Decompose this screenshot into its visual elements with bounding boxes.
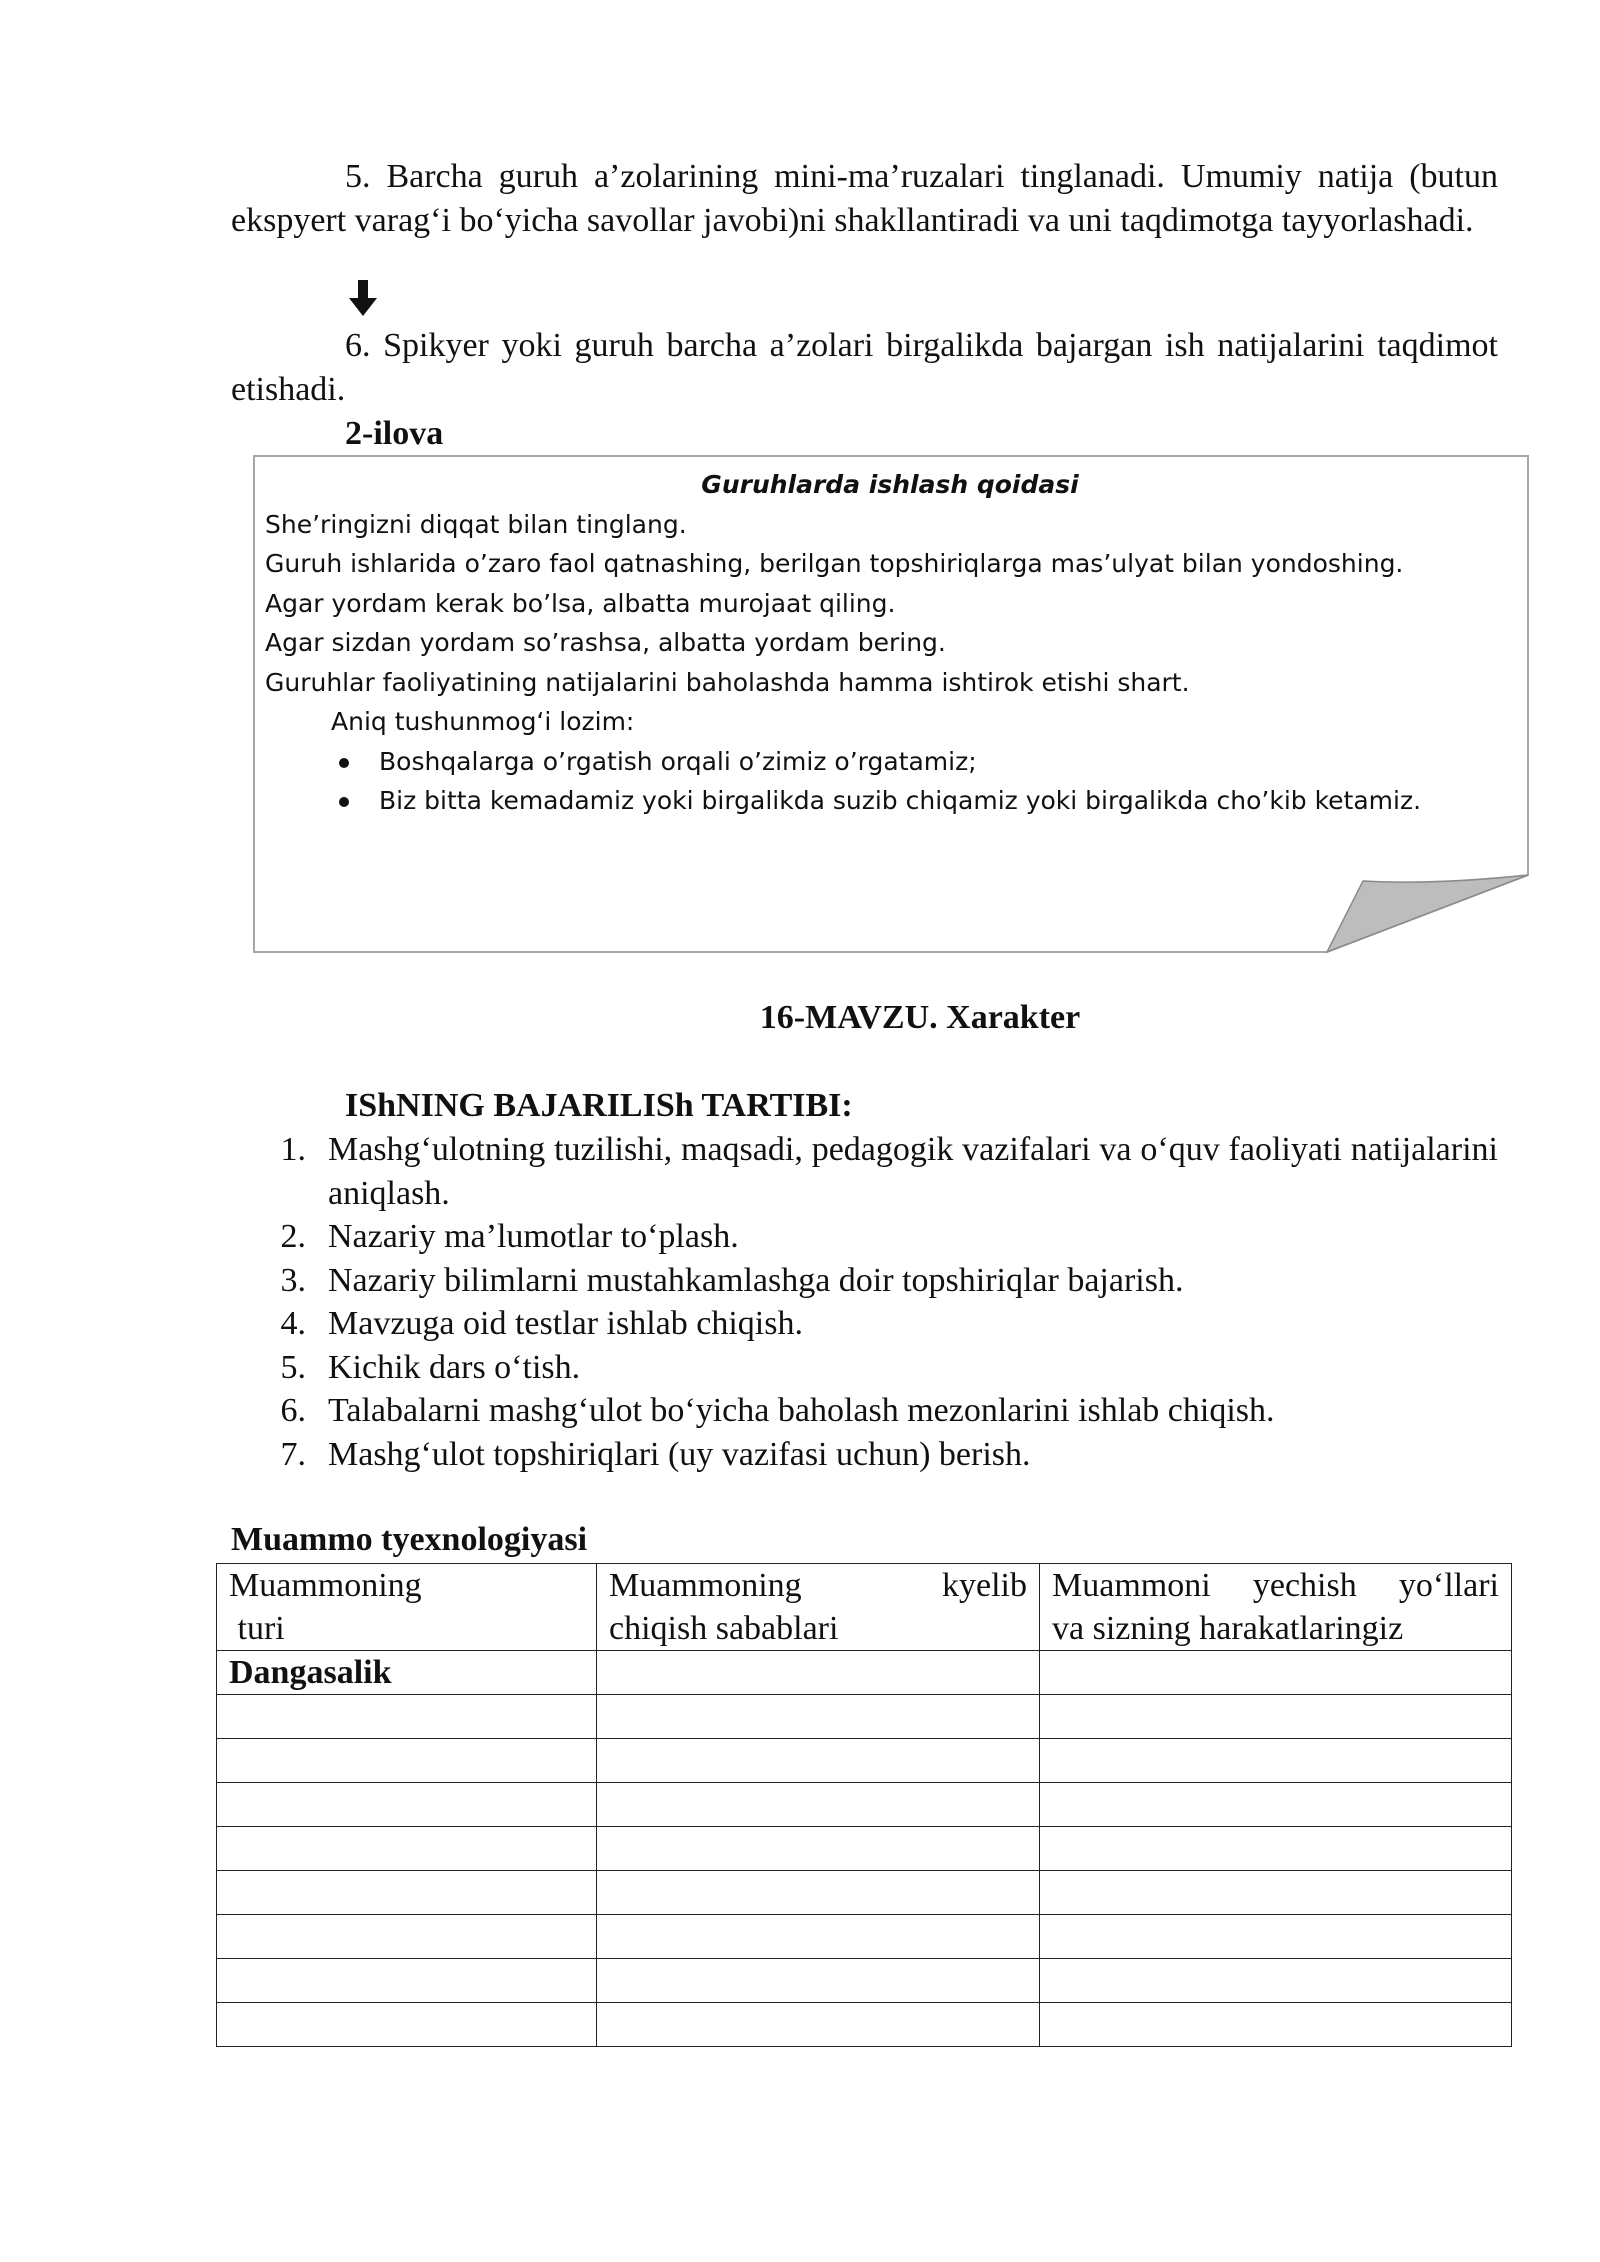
rules-note-box <box>253 455 1529 954</box>
table-cell[interactable] <box>1040 1959 1512 2003</box>
table-row <box>217 1827 1512 1871</box>
list-number: 1. <box>280 1131 306 1168</box>
table-cell: Dangasalik <box>217 1651 597 1695</box>
table-row <box>217 1959 1512 2003</box>
table-cell[interactable] <box>1040 2003 1512 2047</box>
header-text: va sizning harakatlaringiz <box>1052 1610 1404 1647</box>
note-rule: Agar yordam kerak bo’lsa, albatta murojaat qiling. <box>265 588 896 618</box>
procedure-steps-list <box>270 1128 1498 1476</box>
header-cell-causes <box>597 1564 1040 1651</box>
table-cell[interactable] <box>597 2003 1040 2047</box>
table-cell[interactable] <box>1040 1871 1512 1915</box>
note-rule: Guruhlar faoliyatining natijalarini baholashda hamma ishtirok etishi shart. <box>265 667 1190 697</box>
list-text: Nazariy ma’lumotlar to‘plash. <box>328 1218 739 1255</box>
table-cell[interactable] <box>597 1695 1040 1739</box>
table-cell[interactable] <box>217 1739 597 1783</box>
table-row <box>217 1739 1512 1783</box>
table-cell[interactable] <box>217 1871 597 1915</box>
list-text: Mashg‘ulot topshiriqlari (uy vazifasi uchun) berish. <box>328 1435 1031 1473</box>
table-cell[interactable] <box>217 2003 597 2047</box>
list-number: 3. <box>280 1261 306 1299</box>
list-text: Mashg‘ulotning tuzilishi, maqsadi, pedagogik vazifalari va o‘quv faoliyati natijalarini aniqlash. <box>328 1131 1498 1212</box>
list-item <box>270 1215 1498 1259</box>
note-title: Guruhlarda ishlash qoidasi <box>701 470 1079 499</box>
list-text: Talabalarni mashg‘ulot bo‘yicha baholash mezonlarini ishlab chiqish. <box>328 1392 1275 1429</box>
list-text: Mavzuga oid testlar ishlab chiqish. <box>328 1305 803 1342</box>
bullet-text: Biz bitta kemadamiz yoki birgalikda suzib chiqamiz yoki birgalikda cho’kib ketamiz. <box>379 786 1422 815</box>
table-cell[interactable] <box>1040 1695 1512 1739</box>
header-text: Muammoning <box>229 1567 422 1604</box>
table-cell[interactable] <box>217 1783 597 1827</box>
table-cell[interactable] <box>597 1739 1040 1783</box>
table-cell[interactable] <box>597 1871 1040 1915</box>
table-cell[interactable] <box>1040 1827 1512 1871</box>
header-text: Muammoni yechish yo‘llari <box>1052 1567 1499 1604</box>
table-cell[interactable] <box>597 1959 1040 2003</box>
table-row <box>217 1871 1512 1915</box>
list-text: Nazariy bilimlarni mustahkamlashga doir topshiriqlar bajarish. <box>328 1261 1184 1299</box>
list-number: 5. <box>280 1348 306 1386</box>
table-cell[interactable] <box>597 1827 1040 1871</box>
problem-technology-table <box>216 1563 1512 2047</box>
list-number: 2. <box>280 1218 306 1255</box>
table-row <box>217 1695 1512 1739</box>
list-number: 4. <box>280 1305 306 1342</box>
note-subheading: Aniq tushunmog‘i lozim: <box>331 707 635 736</box>
table-cell[interactable] <box>217 1695 597 1739</box>
header-cell-problem-type <box>217 1564 597 1651</box>
note-bullet-item <box>265 781 1515 821</box>
table-cell[interactable] <box>597 1783 1040 1827</box>
table-cell[interactable] <box>1040 1783 1512 1827</box>
note-bullet-item <box>265 742 1515 782</box>
list-number: 7. <box>280 1435 306 1473</box>
table-row <box>217 1783 1512 1827</box>
appendix-label: 2-ilova <box>345 415 444 452</box>
table-row <box>217 1651 1512 1695</box>
note-rule: Agar sizdan yordam so’rashsa, albatta yordam bering. <box>265 628 946 657</box>
paragraph-step-5: 5. Barcha guruh a’zolarining mini-ma’ruzalari tinglanadi. Umumiy natija (butun ekspyert varag‘i bo‘yicha savollar javobi)ni shakllantiradi va uni taqdimotga tayyorlashadi. <box>231 158 1498 239</box>
note-rule: She’ringizni diqqat bilan tinglang. <box>265 509 687 539</box>
table-cell[interactable] <box>597 1915 1040 1959</box>
arrow-down-icon <box>345 278 381 318</box>
bullet-text: Boshqalarga o’rgatish orqali o’zimiz o’rgatamiz; <box>379 746 977 776</box>
bullet-icon <box>339 758 349 768</box>
table-row <box>217 2003 1512 2047</box>
list-item <box>270 1128 1498 1215</box>
header-text: Muammoning kyelib <box>609 1567 1027 1604</box>
procedure-heading: IShNING BAJARILISh TARTIBI: <box>345 1087 853 1124</box>
bullet-icon <box>339 797 349 807</box>
list-item <box>270 1433 1498 1477</box>
table-cell[interactable] <box>217 1827 597 1871</box>
note-rule: Guruh ishlarida o’zaro faol qatnashing, berilgan topshiriqlarga mas’ulyat bilan yondoshing. <box>265 549 1404 578</box>
header-cell-solutions <box>1040 1564 1512 1651</box>
table-row <box>217 1915 1512 1959</box>
table-cell[interactable] <box>1040 1651 1512 1695</box>
header-text: chiqish sabablari <box>609 1610 839 1647</box>
list-item <box>270 1259 1498 1303</box>
list-text: Kichik dars o‘tish. <box>328 1348 581 1386</box>
table-cell[interactable] <box>1040 1739 1512 1783</box>
table-title: Muammo tyexnologiyasi <box>231 1521 588 1558</box>
list-item <box>270 1346 1498 1390</box>
table-cell[interactable] <box>217 1959 597 2003</box>
table-header-row <box>217 1564 1512 1651</box>
list-item <box>270 1302 1498 1346</box>
table-cell[interactable] <box>597 1651 1040 1695</box>
topic-title: 16-MAVZU. Xarakter <box>759 999 1081 1036</box>
table-cell[interactable] <box>217 1915 597 1959</box>
header-text: turi <box>229 1610 285 1647</box>
list-number: 6. <box>280 1392 306 1429</box>
paragraph-step-6: 6. Spikyer yoki guruh barcha a’zolari birgalikda bajargan ish natijalarini taqdimot etishadi. <box>231 327 1498 408</box>
list-item <box>270 1389 1498 1433</box>
table-cell[interactable] <box>1040 1915 1512 1959</box>
